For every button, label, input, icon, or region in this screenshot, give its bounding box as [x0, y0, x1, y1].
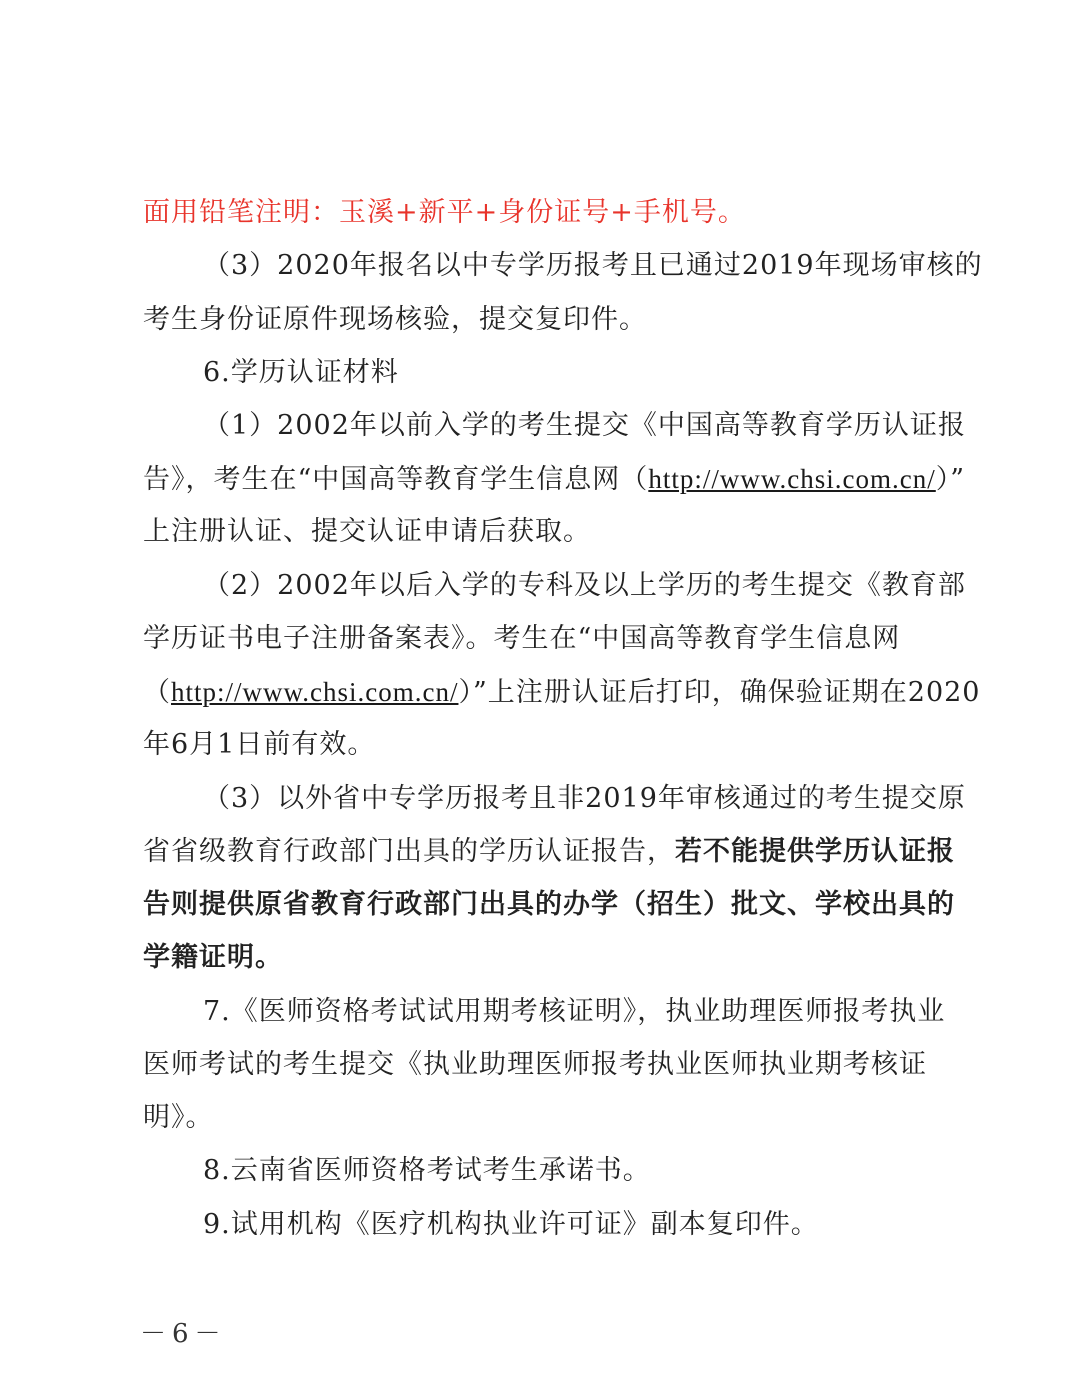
- section-7-line-1: 7.《医师资格考试试用期考核证明》，执业助理医师报考执业: [203, 996, 946, 1027]
- item-6-2-line-2: 学历证书电子注册备案表》。考生在“中国高等教育学生信息网: [143, 623, 901, 654]
- item-6-1-text-a: 告》，考生在“中国高等教育学生信息网（: [143, 464, 649, 495]
- item-6-3-line-4: 学籍证明。: [143, 942, 283, 973]
- section-9-line: 9.试用机构《医疗机构执业许可证》副本复印件。: [203, 1209, 819, 1240]
- item-3-line-2: 考生身份证原件现场核验，提交复印件。: [143, 304, 647, 335]
- item-6-3-text-bold: 若不能提供学历认证报: [675, 836, 955, 867]
- note-line-red: 面用铅笔注明：玉溪+新平+身份证号+手机号。: [143, 197, 746, 228]
- section-6-heading: 6.学历认证材料: [203, 357, 399, 388]
- section-7-line-2: 医师考试的考生提交《执业助理医师报考执业医师执业期考核证: [143, 1049, 927, 1080]
- item-6-3-line-1: （3）以外省中专学历报考且非2019年审核通过的考生提交原: [203, 783, 966, 814]
- item-6-2-line-4: 年6月1日前有效。: [143, 729, 376, 760]
- chsi-link-2[interactable]: http://www.chsi.com.cn/: [171, 677, 459, 707]
- item-6-2-line-1: （2）2002年以后入学的专科及以上学历的考生提交《教育部: [203, 570, 966, 601]
- item-6-1-text-b: ）”: [935, 464, 966, 495]
- item-6-1-line-1: （1）2002年以前入学的考生提交《中国高等教育学历认证报: [203, 410, 966, 441]
- item-6-1-line-2: [143, 459, 965, 499]
- section-7-line-3: 明》。: [143, 1102, 214, 1133]
- item-3-line-1: （3）2020年报名以中专学历报考且已通过2019年现场审核的: [203, 250, 983, 281]
- section-8-line: 8.云南省医师资格考试考生承诺书。: [203, 1155, 651, 1186]
- page-number: －6－: [140, 1319, 227, 1349]
- item-6-2-text-a: （: [143, 677, 171, 708]
- item-6-3-text-a: 省省级教育行政部门出具的学历认证报告，: [143, 836, 675, 867]
- item-6-3-line-3: 告则提供原省教育行政部门出具的办学（招生）批文、学校出具的: [143, 889, 955, 920]
- item-6-2-line-3: [143, 672, 980, 712]
- item-6-1-line-3: 上注册认证、提交认证申请后获取。: [143, 516, 591, 547]
- chsi-link[interactable]: http://www.chsi.com.cn/: [648, 464, 936, 494]
- item-6-3-line-2: [143, 832, 955, 872]
- item-6-2-text-b: ）”上注册认证后打印，确保验证期在2020: [458, 677, 981, 708]
